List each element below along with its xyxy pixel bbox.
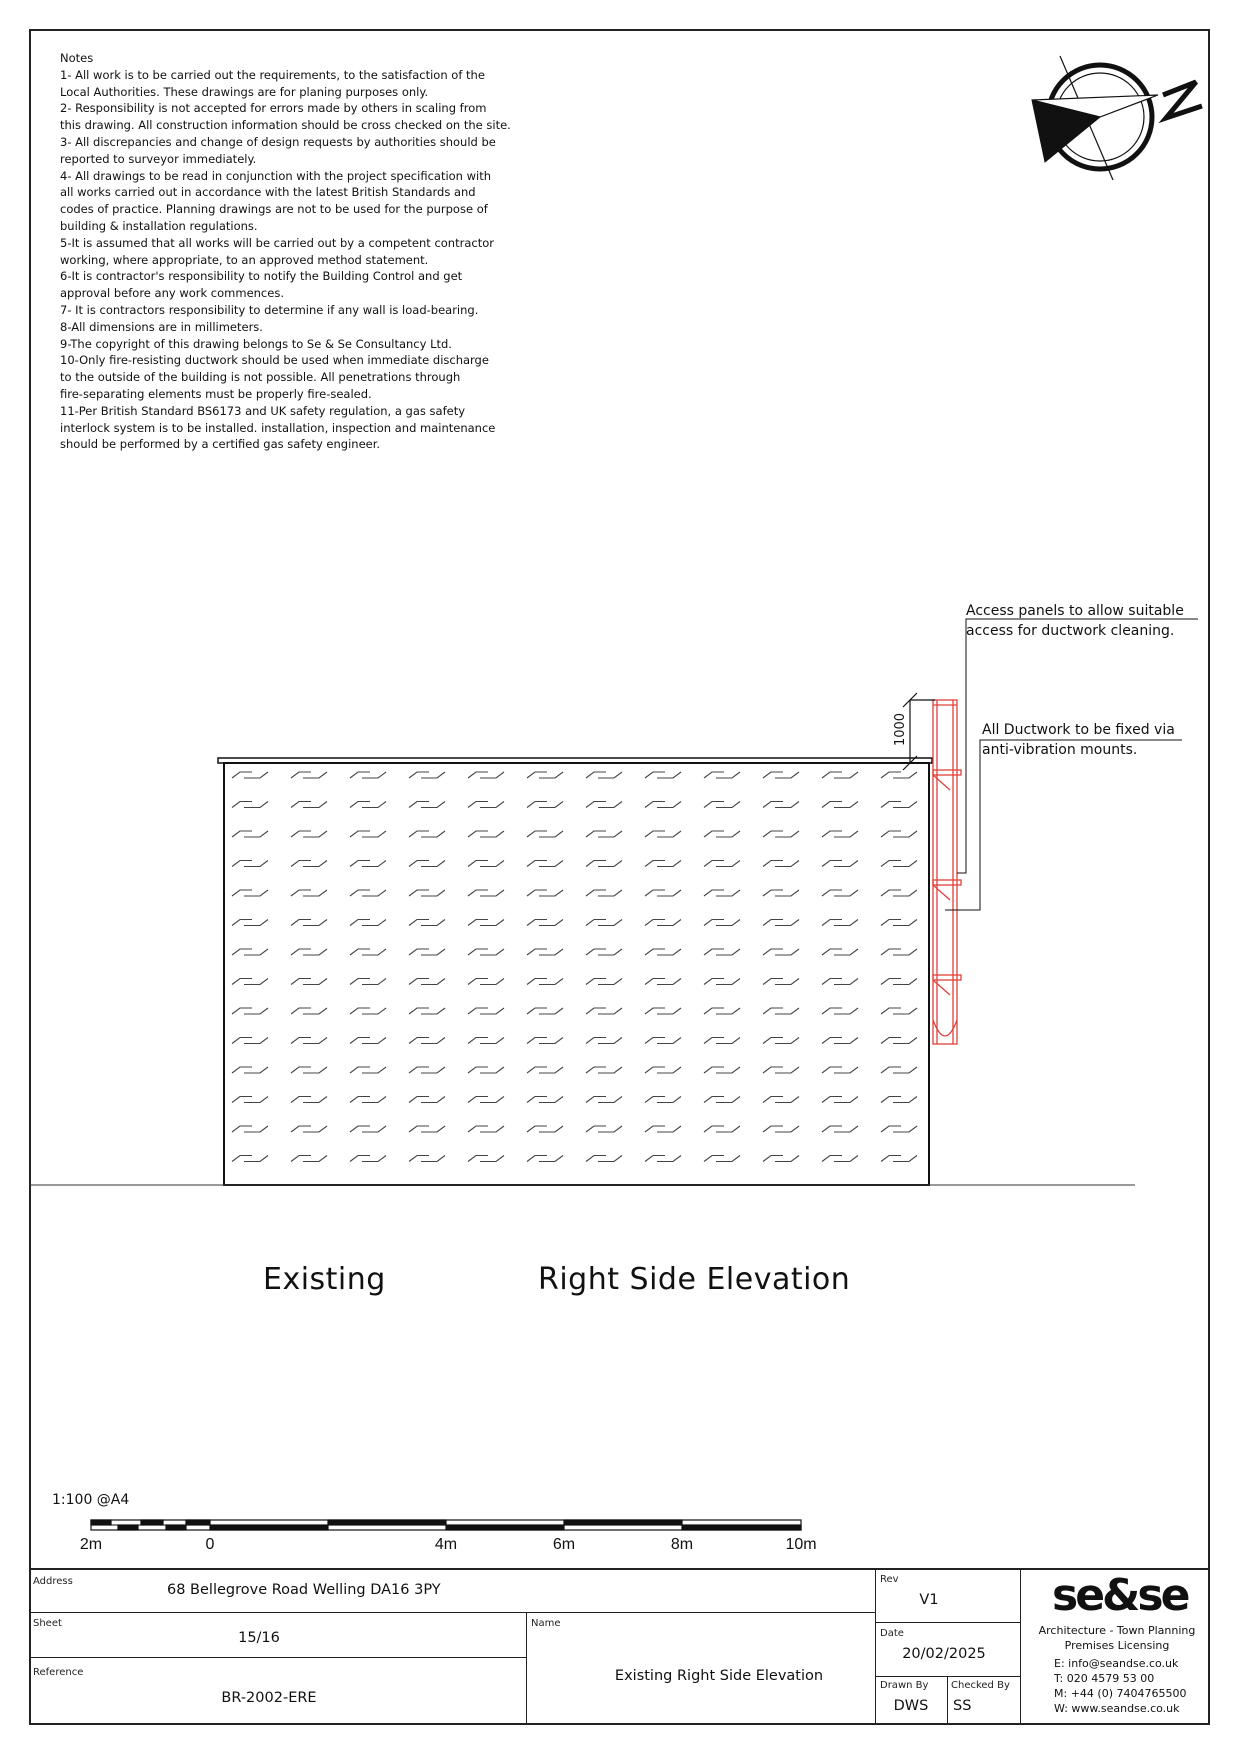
note-line: fire-separating elements must be properly fire-sealed. <box>60 386 372 401</box>
company-logo: se&se <box>1052 1570 1188 1621</box>
note-line: interlock system is to be installed. installation, inspection and maintenance <box>60 420 496 435</box>
ductwork <box>933 700 961 1044</box>
company-tagline-1: Architecture - Town Planning <box>1038 1624 1196 1637</box>
annotation-leaders <box>945 619 1198 910</box>
note-line: building & installation regulations. <box>60 218 258 233</box>
note-line: 2- Responsibility is not accepted for errors made by others in scaling from <box>60 101 487 116</box>
divider <box>29 1657 526 1658</box>
checked-by-label: Checked By <box>951 1680 1010 1691</box>
rev-value: V1 <box>919 1592 939 1608</box>
mounts-note-2: anti-vibration mounts. <box>982 742 1138 758</box>
company-website[interactable]: W: www.seandse.co.uk <box>1054 1702 1180 1715</box>
name-label: Name <box>531 1618 561 1629</box>
reference-value: BR-2002-ERE <box>221 1690 317 1706</box>
sheet-label: Sheet <box>33 1618 62 1629</box>
note-line: 3- All discrepancies and change of design requests by authorities should be <box>60 134 496 149</box>
note-line: should be performed by a certified gas safety engineer. <box>60 437 381 452</box>
scale-tick: 8m <box>670 1536 694 1553</box>
rev-label: Rev <box>880 1574 899 1585</box>
divider <box>875 1568 876 1725</box>
company-phone: T: 020 4579 53 00 <box>1054 1672 1155 1685</box>
building-elevation <box>218 758 932 1185</box>
checked-by-value: SS <box>953 1698 972 1714</box>
title-existing: Existing <box>263 1262 386 1297</box>
date-label: Date <box>880 1628 904 1639</box>
note-line: this drawing. All construction information should be cross checked on the site. <box>60 118 511 133</box>
title-block <box>29 1568 1210 1725</box>
north-arrow-icon <box>1032 56 1202 180</box>
scale-tick: 0 <box>205 1536 215 1553</box>
note-line: 7- It is contractors responsibility to determine if any wall is load-bearing. <box>60 302 479 317</box>
divider <box>875 1622 1020 1623</box>
divider <box>1020 1568 1021 1725</box>
divider <box>526 1612 527 1725</box>
drawn-by-label: Drawn By <box>880 1680 929 1691</box>
address-label: Address <box>33 1576 73 1587</box>
drawn-by-value: DWS <box>893 1698 929 1714</box>
reference-label: Reference <box>33 1667 84 1678</box>
note-line: 10-Only fire-resisting ductwork should be used when immediate discharge <box>60 353 489 368</box>
note-line: 11-Per British Standard BS6173 and UK safety regulation, a gas safety <box>60 403 466 418</box>
company-email[interactable]: E: info@seandse.co.uk <box>1054 1657 1179 1670</box>
scale-bar <box>91 1520 801 1530</box>
note-line: 8-All dimensions are in millimeters. <box>60 319 263 334</box>
note-line: all works carried out in accordance with the latest British Standards and <box>60 185 476 200</box>
note-line: 9-The copyright of this drawing belongs to Se & Se Consultancy Ltd. <box>60 336 452 351</box>
address-value: 68 Bellegrove Road Welling DA16 3PY <box>167 1582 441 1598</box>
company-mobile: M: +44 (0) 7404765500 <box>1054 1687 1187 1700</box>
note-line: 6-It is contractor's responsibility to notify the Building Control and get <box>60 269 463 284</box>
note-line: 4- All drawings to be read in conjunction with the project specification with <box>60 168 492 183</box>
note-line: working, where appropriate, to an approved method statement. <box>60 252 429 267</box>
notes-heading: Notes <box>60 51 94 65</box>
company-tagline-2: Premises Licensing <box>1064 1639 1170 1652</box>
note-line: approval before any work commences. <box>60 286 284 301</box>
access-panels-note-1: Access panels to allow suitable <box>966 603 1184 619</box>
note-line: 1- All work is to be carried out the requirements, to the satisfaction of the <box>60 67 485 82</box>
divider <box>947 1676 948 1725</box>
dimension-label: 1000 <box>893 712 909 747</box>
mounts-note-1: All Ductwork to be fixed via <box>982 722 1175 738</box>
scale-tick: 10m <box>785 1536 817 1553</box>
divider <box>29 1612 875 1613</box>
note-line: 5-It is assumed that all works will be carried out by a competent contractor <box>60 235 494 250</box>
date-value: 20/02/2025 <box>902 1646 986 1662</box>
note-line: to the outside of the building is not possible. All penetrations through <box>60 370 461 385</box>
name-value: Existing Right Side Elevation <box>614 1668 824 1684</box>
scale-tick: 4m <box>434 1536 458 1553</box>
scale-tick: 6m <box>552 1536 576 1553</box>
title-elevation: Right Side Elevation <box>538 1262 851 1297</box>
scale-tick: 2m <box>79 1536 103 1553</box>
note-line: Local Authorities. These drawings are for planing purposes only. <box>60 84 429 99</box>
note-line: reported to surveyor immediately. <box>60 151 257 166</box>
note-line: codes of practice. Planning drawings are not to be used for the purpose of <box>60 202 488 217</box>
access-panels-note-2: access for ductwork cleaning. <box>966 623 1175 639</box>
scale-label: 1:100 @A4 <box>52 1492 130 1508</box>
sheet-value: 15/16 <box>238 1630 280 1646</box>
